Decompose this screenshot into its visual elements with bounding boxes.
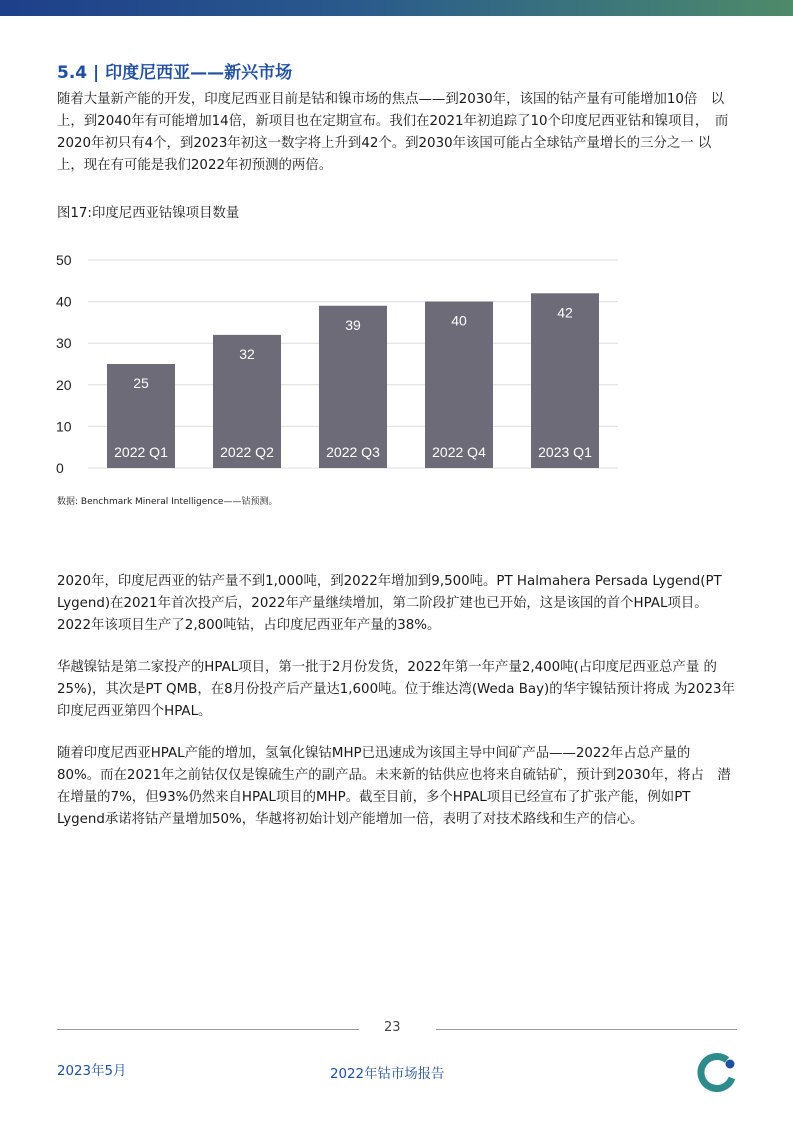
company-logo-icon xyxy=(697,1052,737,1092)
data-source-note: 数据: Benchmark Mineral Intelligence——钴预测。 xyxy=(57,497,278,507)
chart-bars xyxy=(107,293,599,468)
bar-value-label: 39 xyxy=(345,316,361,333)
paragraph-production: 2020年，印度尼西亚的钴产量不到1,000吨，到2022年增加到9,500吨。PT Halmahera Persada Lygend(PT Lygend)在2021年首次投产后，2022年产量继续增加，第二阶段扩建也已开始，这是该国的首个HPAL项目。 2022年该项目生产了2,800吨钴，占印度尼西亚年产量的38%。 xyxy=(57,574,722,633)
paragraph-huayue: 华越镍钴是第二家投产的HPAL项目，第一批于2月份发货，2022年第一年产量2,400吨(占印度尼西亚总产量 的25%)，其次是PT QMB，在8月份投产后产量达1,600吨。位于维达湾(Weda Bay)的华宇镍钴预计将成 为2023年印度尼西亚第四个HPAL。 xyxy=(57,660,735,719)
category-label: 2022 Q1 xyxy=(114,444,168,460)
category-label: 2023 Q1 xyxy=(538,444,592,460)
bar-value-label: 32 xyxy=(239,345,255,362)
top-color-bar xyxy=(0,0,793,16)
bar-value-label: 25 xyxy=(133,375,149,391)
y-tick-label: 30 xyxy=(56,335,72,352)
y-tick-label: 40 xyxy=(56,293,72,310)
section-heading: 5.4 | 印度尼西亚——新兴市场 xyxy=(57,63,293,83)
page-number: 23 xyxy=(384,1020,401,1035)
figure-title: 图17:印度尼西亚钴镍项目数量 xyxy=(57,206,240,221)
footer-report-title: 2022年钴市场报告 xyxy=(330,1067,445,1082)
y-tick-label: 20 xyxy=(56,376,72,393)
y-axis-ticks xyxy=(56,252,72,476)
y-tick-label: 10 xyxy=(56,418,72,435)
footer-divider-left xyxy=(57,1029,359,1030)
bar-value-label: 40 xyxy=(451,312,467,329)
paragraph-intro: 随着大量新产能的开发，印度尼西亚目前是钴和镍市场的焦点——到2030年，该国的钴产量有可能增加10倍 以上，到2040年有可能增加14倍，新项目也在定期宣布。我们在2021年初追踪了10个印度尼西亚钴和镍项目， 而2020年初只有4个，到2023年初这一数字将上升到42个。到2030年该国可能占全球钴产量增长的三分之一 以上，现在有可能是我们2022年初预测的两倍。 xyxy=(57,92,729,173)
category-label: 2022 Q3 xyxy=(326,444,380,460)
footer-divider-right xyxy=(436,1029,737,1030)
y-tick-label: 50 xyxy=(56,252,72,268)
footer-date: 2023年5月 xyxy=(57,1064,127,1079)
paragraph-mhp: 随着印度尼西亚HPAL产能的增加，氢氧化镍钴MHP已迅速成为该国主导中间矿产品——2022年占总产量的 80%。而在2021年之前钴仅仅是镍硫生产的副产品。未来新的钴供应也将来自硫钴矿，预计到2030年，将占 潜在增量的7%，但93%仍然来自HPAL项目的MHP。截至目前，多个HPAL项目已经宣布了扩张产能，例如PT Lygend承诺将钴产量增加50%，华越将初始计划产能增加一倍，表明了对技术路线和生产的信心。 xyxy=(57,746,731,827)
category-label: 2022 Q4 xyxy=(432,444,486,460)
category-label: 2022 Q2 xyxy=(220,444,274,460)
y-tick-label: 0 xyxy=(56,460,64,476)
bar-chart xyxy=(50,245,630,480)
bar-value-label: 42 xyxy=(557,304,573,321)
